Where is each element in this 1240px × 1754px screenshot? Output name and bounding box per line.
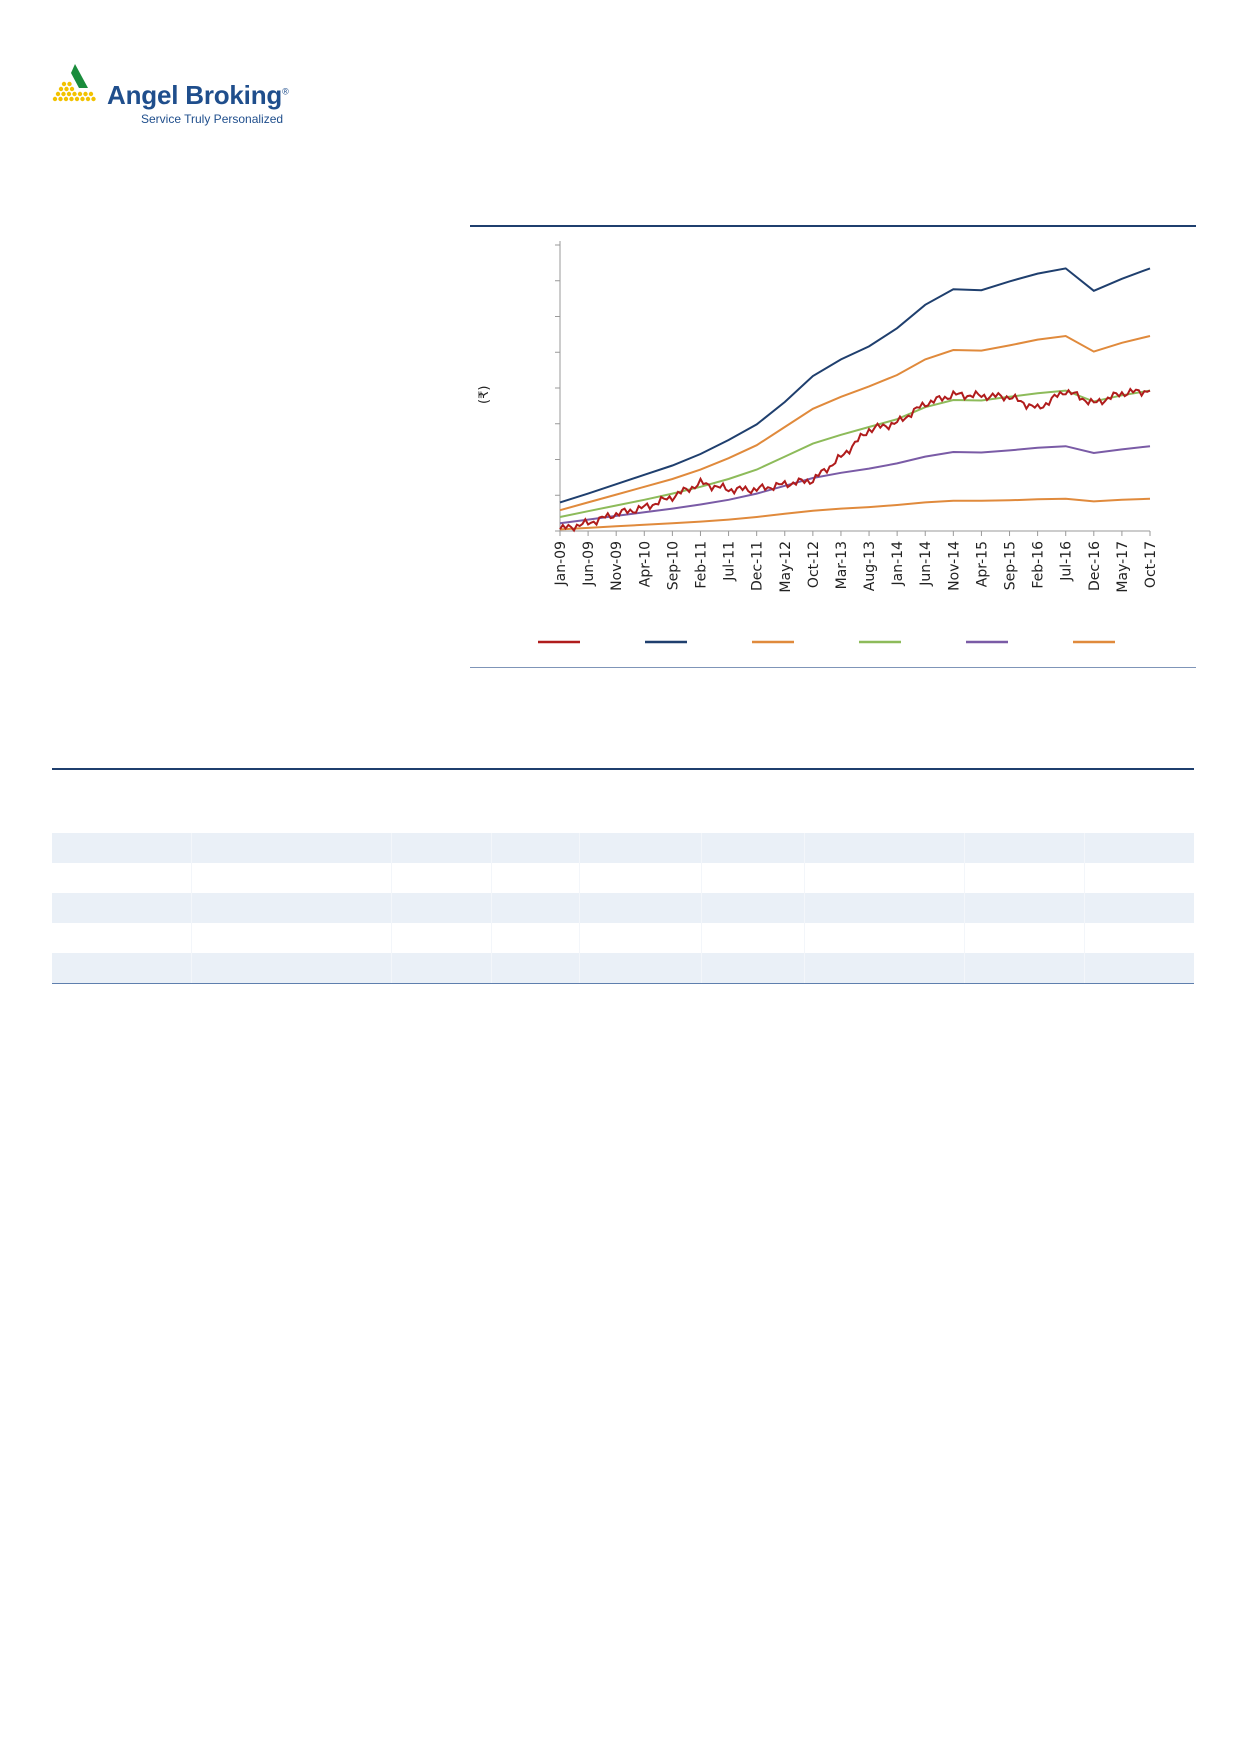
table-cell	[491, 893, 579, 923]
table-cell	[1084, 953, 1194, 983]
table-row	[52, 833, 1194, 863]
table-cell	[1084, 923, 1194, 953]
table-cell	[391, 923, 491, 953]
x-tick-label: Jul-16	[1058, 541, 1075, 581]
x-tick-label: Apr-15	[974, 541, 991, 588]
table-cell	[701, 953, 803, 983]
table-cell	[491, 923, 579, 953]
x-tick-label: Dec-11	[749, 541, 766, 591]
x-tick-label: May-12	[777, 541, 794, 593]
x-tick-label: Jun-09	[581, 541, 598, 586]
x-tick-label: Jan-09	[553, 541, 569, 586]
table-cell	[1084, 863, 1194, 893]
table-cell	[579, 863, 701, 893]
table-cell	[391, 953, 491, 983]
table-cell	[804, 953, 964, 983]
data-table	[52, 768, 1194, 984]
y-axis-label: (₹)	[477, 385, 492, 404]
table-cell	[579, 923, 701, 953]
table-cell	[701, 833, 803, 863]
x-tick-label: Dec-16	[1086, 541, 1103, 591]
table-cell	[579, 953, 701, 983]
brand-logo	[52, 62, 312, 132]
table-cell	[191, 833, 391, 863]
table-cell	[964, 923, 1084, 953]
table-cell	[191, 863, 391, 893]
table-cell	[52, 923, 191, 953]
table-cell	[701, 893, 803, 923]
table-cell	[804, 893, 964, 923]
price-line	[560, 389, 1150, 531]
table-row	[52, 863, 1194, 893]
table-cell	[964, 863, 1084, 893]
table-cell	[701, 923, 803, 953]
table-cell	[52, 833, 191, 863]
table-cell	[964, 953, 1084, 983]
table-cell	[579, 893, 701, 923]
x-tick-label: Oct-12	[805, 541, 822, 589]
table-cell	[701, 863, 803, 893]
table-cell	[52, 953, 191, 983]
table-body	[52, 833, 1194, 984]
table-cell	[391, 833, 491, 863]
table-cell	[579, 833, 701, 863]
x-tick-label: Nov-14	[946, 541, 963, 591]
table-cell	[391, 863, 491, 893]
table-cell	[191, 893, 391, 923]
table-row	[52, 923, 1194, 953]
x-tick-label: Jun-14	[918, 541, 935, 586]
x-tick-label: Feb-11	[693, 541, 710, 589]
table-cell	[491, 953, 579, 983]
x-tick-label: Oct-17	[1143, 541, 1159, 589]
table-cell	[804, 863, 964, 893]
band-line-2	[560, 336, 1150, 510]
x-tick-label: Sep-15	[1002, 541, 1019, 591]
table-row	[52, 893, 1194, 923]
table-cell	[964, 893, 1084, 923]
table-cell	[52, 863, 191, 893]
chart-canvas	[470, 225, 1196, 668]
table-cell	[1084, 833, 1194, 863]
x-tick-label: Aug-13	[862, 541, 879, 592]
brand-tagline: Service Truly Personalized	[141, 112, 284, 126]
table-cell	[804, 923, 964, 953]
chart-bottom-rule	[470, 667, 1196, 668]
table-cell	[191, 923, 391, 953]
angel-triangle-icon	[52, 64, 100, 104]
x-tick-label: Jan-14	[890, 541, 907, 586]
table-cell	[391, 893, 491, 923]
brand-name: Angel Broking®	[107, 80, 289, 110]
x-tick-label: Sep-10	[665, 541, 682, 591]
table-cell	[964, 833, 1084, 863]
table-header	[52, 770, 1194, 833]
table-cell	[52, 893, 191, 923]
x-tick-label: Apr-10	[637, 541, 654, 588]
price-band-chart	[470, 225, 1196, 668]
table-cell	[191, 953, 391, 983]
band-line-1	[560, 268, 1150, 502]
table-cell	[804, 833, 964, 863]
band-line-5	[560, 499, 1150, 530]
x-tick-label: Feb-16	[1030, 541, 1047, 589]
table-cell	[1084, 893, 1194, 923]
x-tick-label: May-17	[1114, 541, 1131, 593]
table-cell	[491, 863, 579, 893]
table-cell	[491, 833, 579, 863]
x-tick-label: Nov-09	[609, 541, 626, 591]
table-row	[52, 953, 1194, 984]
x-tick-label: Jul-11	[721, 541, 738, 581]
x-tick-label: Mar-13	[833, 541, 850, 590]
